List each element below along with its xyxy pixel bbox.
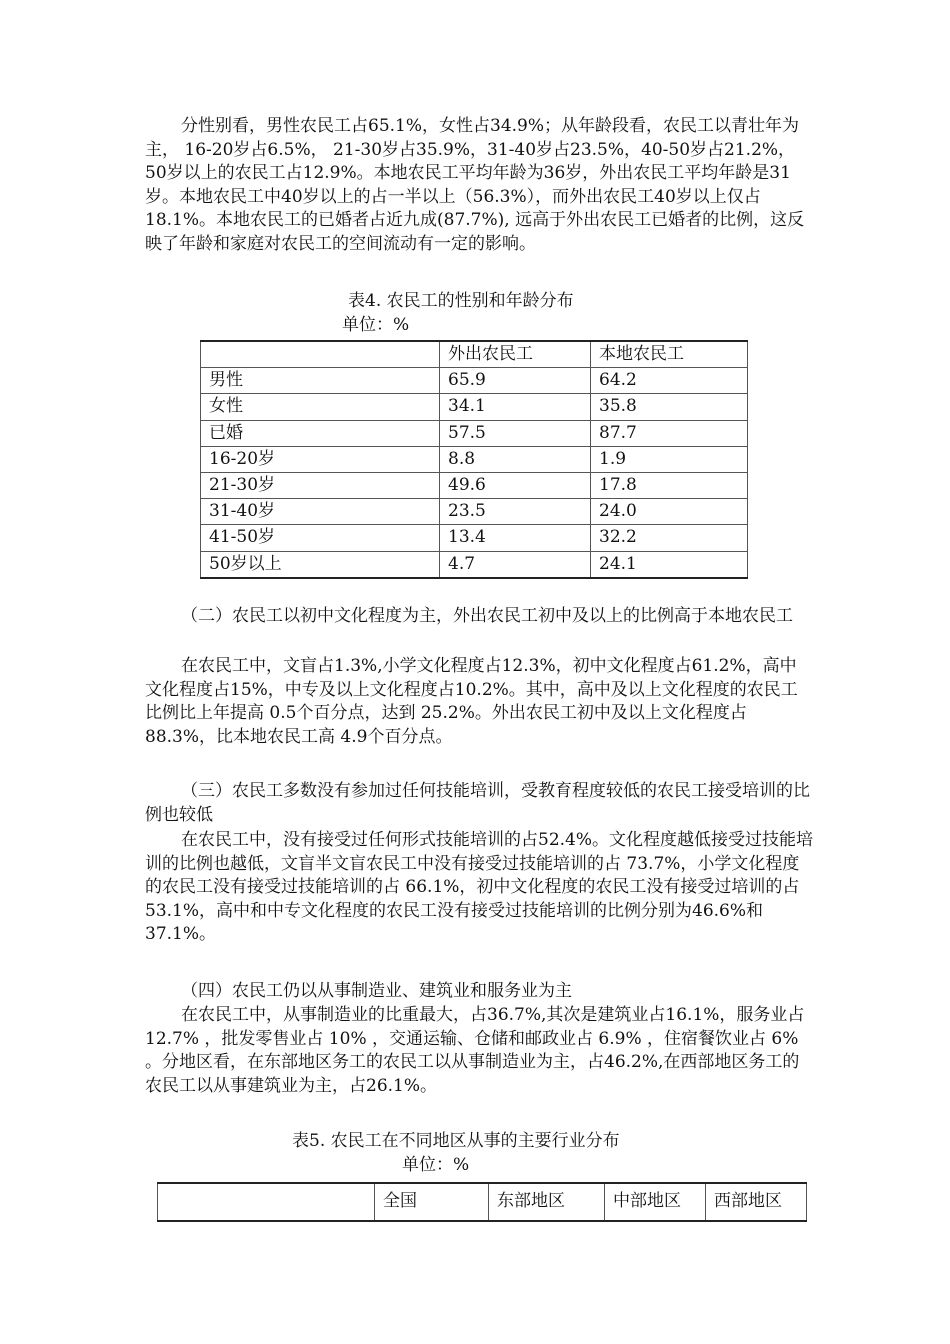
- table-cell: 8.8: [440, 446, 591, 472]
- table-cell: 24.0: [591, 499, 748, 525]
- section-4-body: [145, 1004, 813, 1098]
- table-row: [201, 394, 748, 420]
- paragraph-gender-age: [145, 115, 813, 256]
- section-body-text: 在农民工中，没有接受过任何形式技能培训的占52.4%。文化程度越低接受过技能培训的比例也越低，文盲半文盲农民工中没有接受过技能培训的占 73.7%，小学文化程度的农民工没有接受过技能培训的占 66.1%，初中文化程度的农民工没有接受过培训的占53.1%，高中和中专文化程度的农民工没有接受过技能培训的比例分别为46.6%和37.1%。: [145, 830, 814, 944]
- table-cell: 64.2: [591, 368, 748, 394]
- table-header-cell: [158, 1183, 375, 1221]
- table-cell: 32.2: [591, 525, 748, 551]
- table4-title: 表4. 农民工的性别和年龄分布: [348, 291, 574, 311]
- table-header-row: [201, 341, 748, 368]
- table-header-cell: 西部地区: [706, 1183, 807, 1221]
- table-cell: 24.1: [591, 551, 748, 578]
- table-header-cell: 东部地区: [489, 1183, 605, 1221]
- table-row: [201, 525, 748, 551]
- table-cell: 34.1: [440, 394, 591, 420]
- table5-title: 表5. 农民工在不同地区从事的主要行业分布: [292, 1131, 620, 1151]
- section-3-body: [145, 829, 813, 947]
- table-cell: 4.7: [440, 551, 591, 578]
- table-header-cell: 本地农民工: [591, 341, 748, 368]
- section-4-heading: [145, 980, 813, 1004]
- table-cell: 57.5: [440, 420, 591, 446]
- section-2-body: [145, 655, 813, 749]
- table-cell: 17.8: [591, 472, 748, 498]
- table-cell: 23.5: [440, 499, 591, 525]
- table-header-cell: 全国: [375, 1183, 489, 1221]
- table-cell: 41-50岁: [201, 525, 440, 551]
- section-heading-text: （四）农民工仍以从事制造业、建筑业和服务业为主: [181, 981, 572, 1001]
- section-body-text: 在农民工中，文盲占1.3%,小学文化程度占12.3%，初中文化程度占61.2%，高中文化程度占15%，中专及以上文化程度占10.2%。其中，高中及以上文化程度的农民工比例比上年提高 0.5个百分点，达到 25.2%。外出农民工初中及以上文化程度占88.3%，比本地农民工高 4.9个百分点。: [145, 656, 798, 747]
- table5-unit: 单位：%: [402, 1155, 470, 1175]
- table-cell: 35.8: [591, 394, 748, 420]
- section-3-heading: [145, 780, 813, 827]
- table-cell: 男性: [201, 368, 440, 394]
- table-cell: 女性: [201, 394, 440, 420]
- table-cell: 31-40岁: [201, 499, 440, 525]
- table-row: [201, 499, 748, 525]
- table-header-cell: [201, 341, 440, 368]
- paragraph-text: 分性别看，男性农民工占65.1%，女性占34.9%；从年龄段看，农民工以青壮年为主， 16-20岁占6.5%， 21-30岁占35.9%，31-40岁占23.5%，40-50岁占21.2%，50岁以上的农民工占12.9%。本地农民工平均年龄为36岁，外出农民工平均年龄是31岁。本地农民工中40岁以上的占一半以上（56.3%），而外出农民工40岁以上仅占18.1%。本地农民工的已婚者占近九成(87.7%), 远高于外出农民工已婚者的比例，这反映了年龄和家庭对农民工的空间流动有一定的影响。: [145, 116, 805, 254]
- table-cell: 已婚: [201, 420, 440, 446]
- table-row: [201, 551, 748, 578]
- table-cell: 16-20岁: [201, 446, 440, 472]
- section-2-heading: [145, 605, 813, 629]
- table-header-cell: 外出农民工: [440, 341, 591, 368]
- table-cell: 87.7: [591, 420, 748, 446]
- table-cell: 1.9: [591, 446, 748, 472]
- section-heading-text: （三）农民工多数没有参加过任何技能培训，受教育程度较低的农民工接受培训的比例也较低: [145, 781, 810, 825]
- table-row: [201, 368, 748, 394]
- table-cell: 50岁以上: [201, 551, 440, 578]
- table-row: [201, 420, 748, 446]
- table-cell: 21-30岁: [201, 472, 440, 498]
- table-header-cell: 中部地区: [605, 1183, 706, 1221]
- table-cell: 65.9: [440, 368, 591, 394]
- table-header-row: [158, 1183, 807, 1221]
- table-row: [201, 446, 748, 472]
- table-cell: 49.6: [440, 472, 591, 498]
- table4-unit: 单位：%: [342, 315, 410, 335]
- table5-industry-by-region: [157, 1182, 807, 1222]
- table-cell: 13.4: [440, 525, 591, 551]
- section-heading-text: （二）农民工以初中文化程度为主，外出农民工初中及以上的比例高于本地农民工: [181, 606, 793, 626]
- section-body-text: 在农民工中，从事制造业的比重最大，占36.7%,其次是建筑业占16.1%，服务业占 12.7% ，批发零售业占 10% ，交通运输、仓储和邮政业占 6.9% ，住宿餐饮业占 6% 。分地区看，在东部地区务工的农民工以从事制造业为主，占46.2%,在西部地区务工的农民工以从事建筑业为主，占26.1%。: [145, 1005, 805, 1096]
- table-row: [201, 472, 748, 498]
- table4-gender-age: [200, 340, 748, 579]
